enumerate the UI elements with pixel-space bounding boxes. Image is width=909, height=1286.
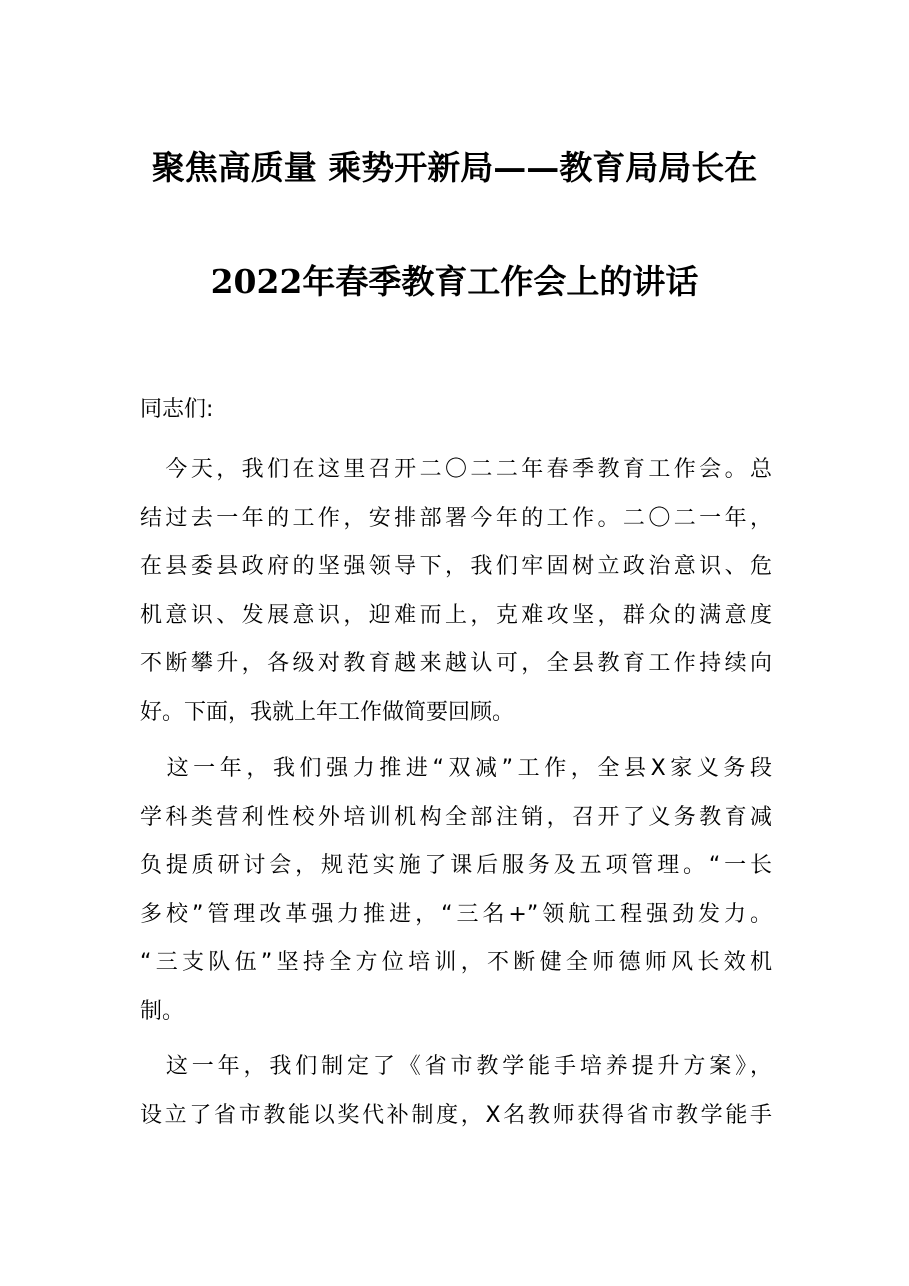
paragraph-line: 在县委县政府的坚强领导下，我们牢固树立政治意识、危	[140, 554, 772, 580]
paragraph-line: 学科类营利性校外培训机构全部注销，召开了义务教育减	[140, 804, 772, 830]
paragraph-line: 机意识、发展意识，迎难而上，克难攻坚，群众的满意度	[140, 602, 772, 628]
paragraph-line: 这一年，我们制定了《省市教学能手培养提升方案》，	[140, 1054, 772, 1079]
paragraph-line: 好。下面，我就上年工作做简要回顾。	[140, 699, 515, 725]
paragraph-line: 负提质研讨会，规范实施了课后服务及五项管理。“一长	[140, 853, 772, 879]
paragraph-line: 不断攀升，各级对教育越来越认可，全县教育工作持续向	[140, 651, 772, 677]
paragraph-line: 这一年，我们强力推进“双减”工作，全县X家义务段	[140, 756, 772, 781]
document-title-line-2: 2022年春季教育工作会上的讲话	[210, 262, 699, 301]
paragraph-3	[140, 1043, 772, 1140]
document-title-line-1: 聚焦高质量 乘势开新局——教育局局长在	[151, 148, 758, 187]
paragraph-line: “三支队伍”坚持全方位培训，不断健全师德师风长效机	[140, 950, 772, 976]
paragraph-line: 今天，我们在这里召开二〇二二年春季教育工作会。总	[140, 457, 772, 482]
paragraph-line: 设立了省市教能以奖代补制度，X名教师获得省市教学能手	[140, 1102, 772, 1128]
paragraph-line: 结过去一年的工作，安排部署今年的工作。二〇二一年，	[140, 505, 772, 531]
paragraph-2	[140, 745, 772, 1037]
paragraph-line: 制。	[140, 998, 185, 1024]
paragraph-1	[140, 446, 772, 738]
paragraph-line: 多校”管理改革强力推进，“三名+”领航工程强劲发力。	[140, 901, 772, 927]
salutation: 同志们:	[140, 397, 214, 422]
